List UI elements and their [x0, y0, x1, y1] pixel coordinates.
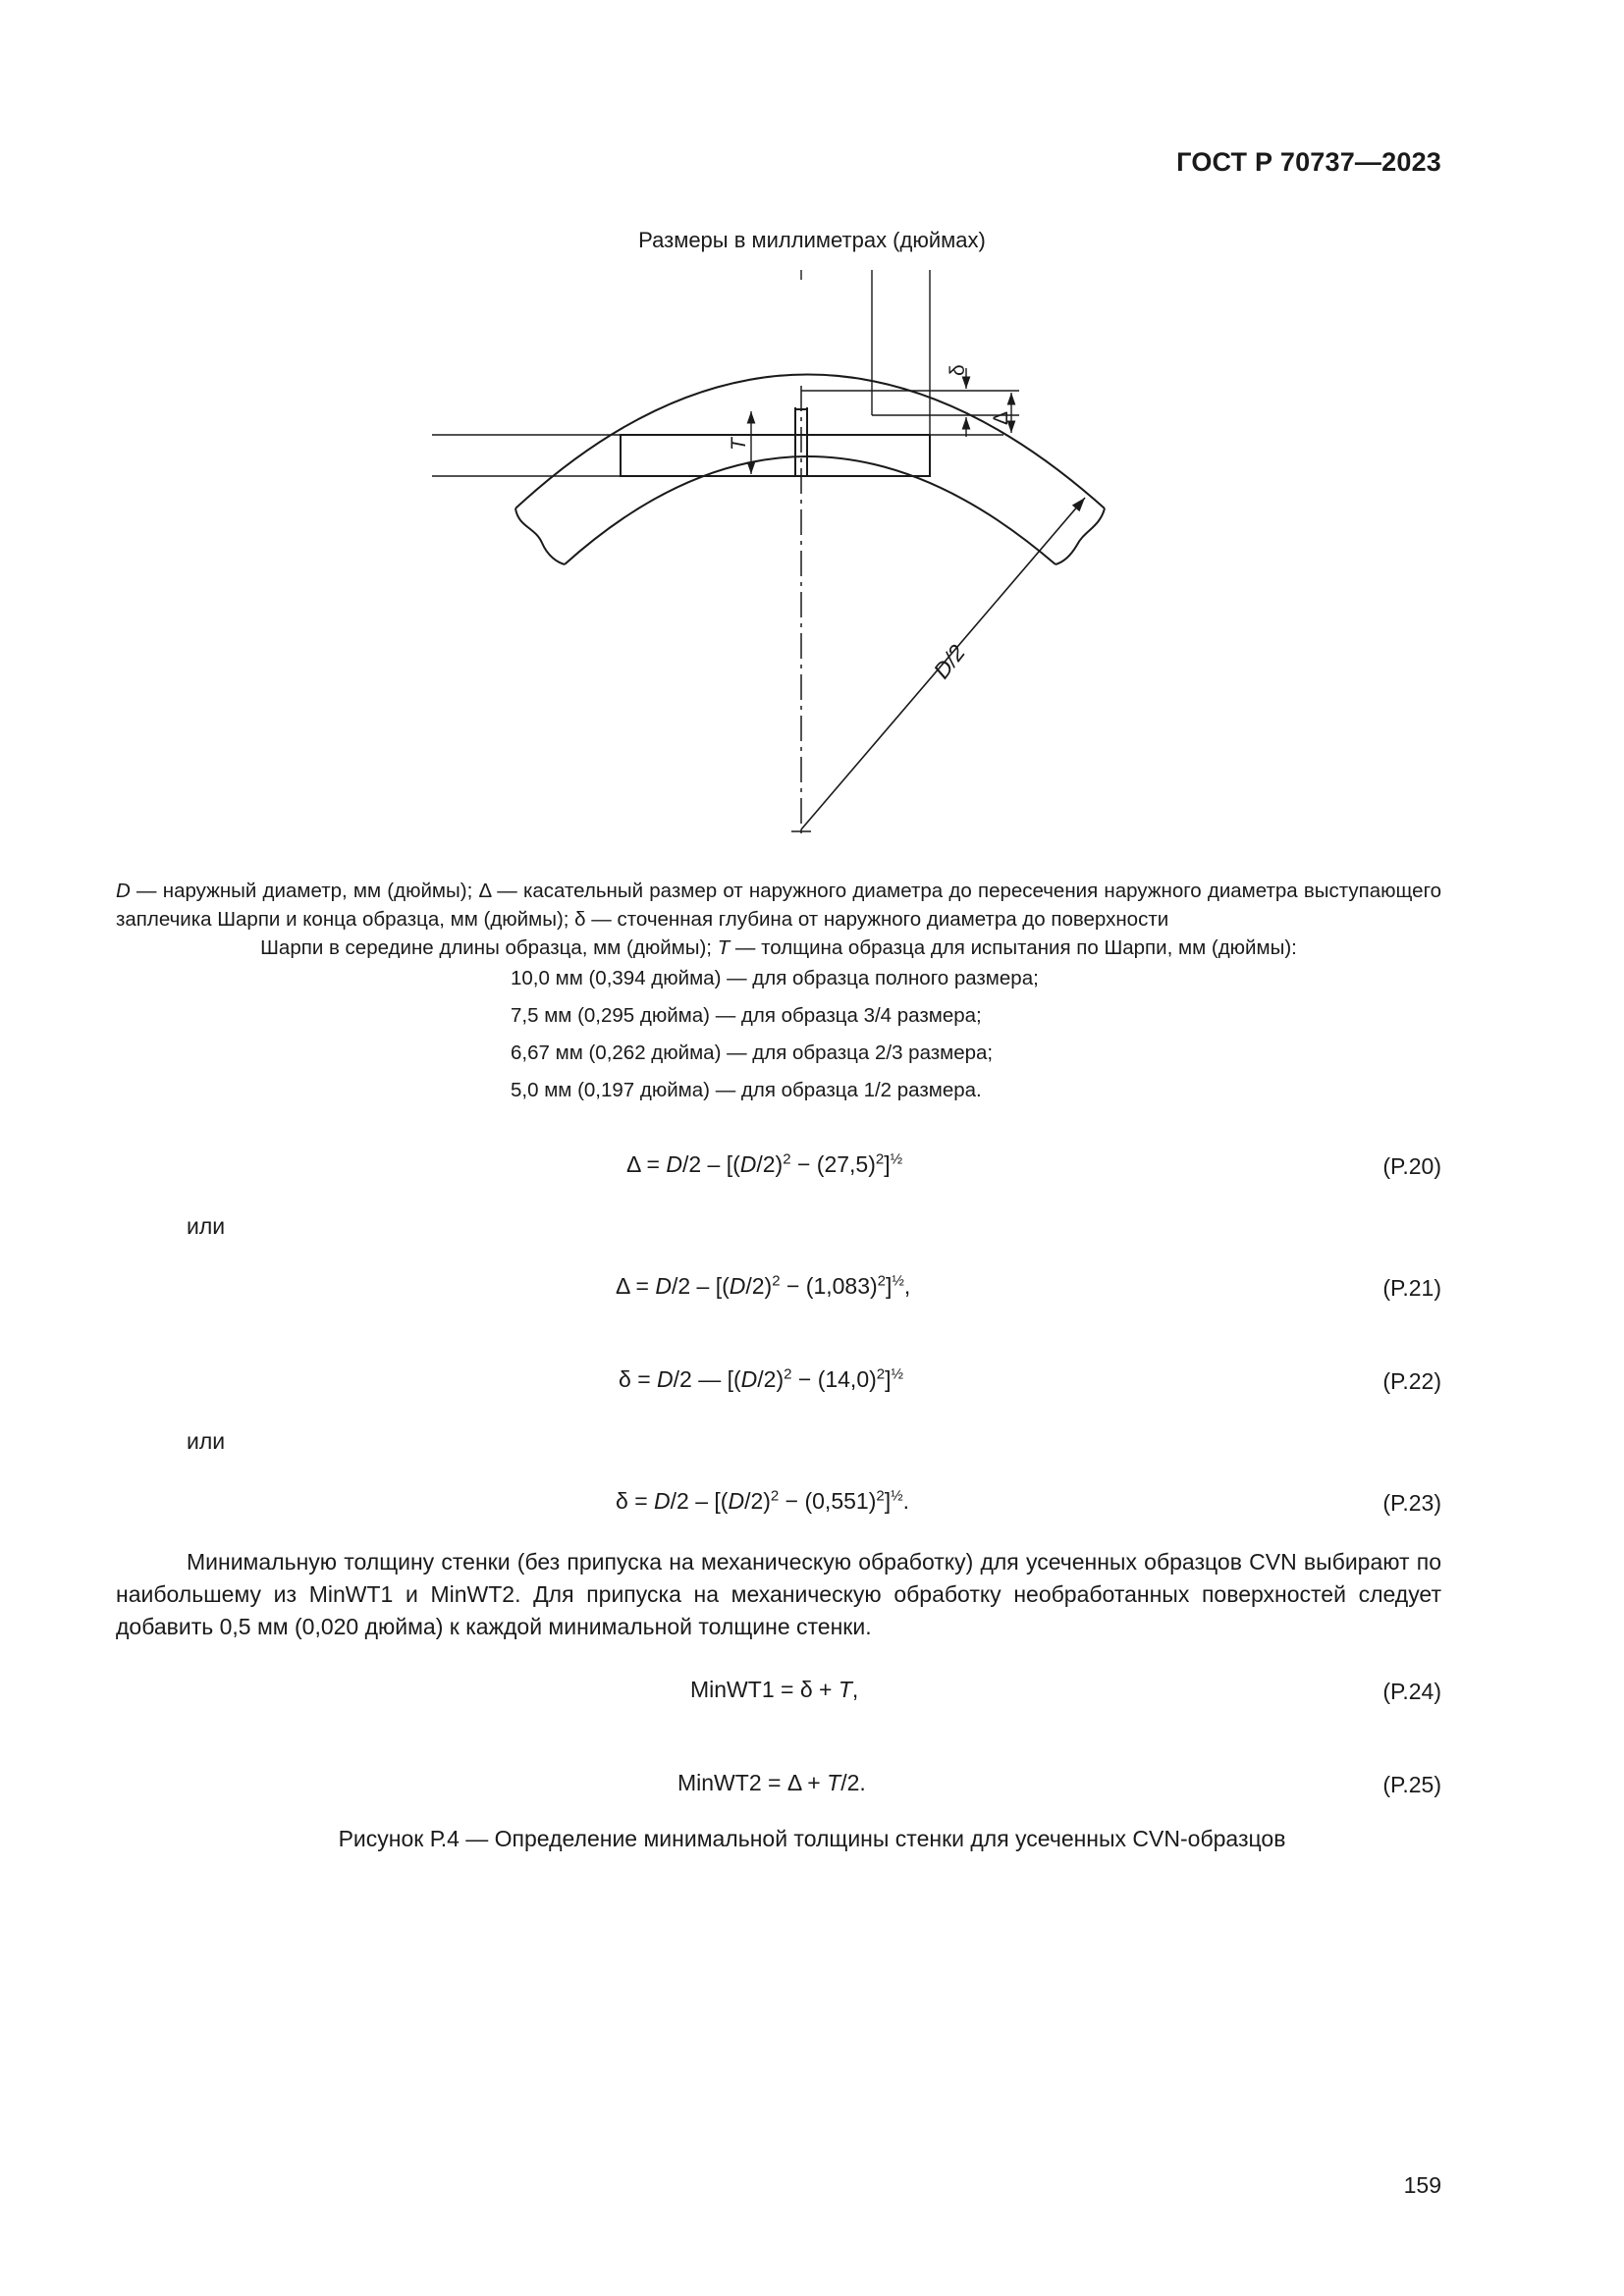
body-paragraph: Минимальную толщину стенки (без припуска на механическую обработку) для усеченных образцов CVN выбирают по наибольшему из MinWT1 и MinWT2. Для припуска на механическую обработку необработанных поверхностей следует добавить 0,5 мм (0,020 дюйма) к каждой минимальной толщине стенки.: [116, 1549, 1441, 1639]
equation-number: (P.22): [1382, 1368, 1441, 1394]
list-item: 5,0 мм (0,197 дюйма) — для образца 1/2 размера.: [511, 1079, 982, 1101]
equation-p20: $\Delta = D/2 - [(D/2)^2 - (27,5)^2]^{\frac{1}{2}}$: [626, 1150, 903, 1177]
specimen-rect: [621, 435, 930, 476]
list-item: 6,67 мм (0,262 дюйма) — для образца 2/3 размера;: [511, 1041, 994, 1064]
legend-part2: Шарпи в середине длины образца, мм (дюймы); T — толщина образца для испытания по Шарпи, мм (дюймы):: [260, 936, 1297, 959]
pipe-break-left: [515, 508, 565, 564]
equation-number: (P.20): [1382, 1153, 1441, 1179]
figure-legend: [116, 877, 1441, 962]
equation-number: (P.23): [1382, 1490, 1441, 1516]
page-number: 159: [1403, 2172, 1441, 2198]
pipe-break-right: [1056, 508, 1105, 564]
or-word: или: [187, 1428, 226, 1454]
equation-number: (P.25): [1382, 1772, 1441, 1797]
figure-diagram: [432, 270, 1139, 859]
list-item: 7,5 мм (0,295 дюйма) — для образца 3/4 размера;: [511, 1004, 982, 1027]
delta-small-label: δ: [947, 364, 969, 376]
pipe-inner-arc: [565, 456, 1056, 564]
units-caption: Размеры в миллиметрах (дюймах): [638, 228, 986, 252]
equation-p22: δ = D/2 — $[(D/2)^2 - (14,0)^2]^{\frac{1}{2}}$: [619, 1365, 904, 1392]
radius-label: D/2: [928, 639, 970, 684]
equation-p25: MinWT2 = Δ + T/2.: [677, 1770, 866, 1795]
equation-number: (P.21): [1382, 1275, 1441, 1301]
or-word: или: [187, 1213, 226, 1239]
standard-header: ГОСТ Р 70737—2023: [1176, 147, 1441, 177]
equation-p23: $\delta = D/2 - [(D/2)^2 - (0,551)^2]^{\frac{1}{2}}$.: [616, 1487, 909, 1514]
legend-part1: — наружный диаметр, мм (дюймы); Δ — касательный размер от наружного диаметра до пересечения наружного диаметра выступающего заплечика Шарпи и конца образца, мм (дюймы); δ — сточенная глубина от наружного диаметра до поверхности: [116, 880, 1441, 931]
figure-caption: Рисунок Р.4 — Определение минимальной толщины стенки для усеченных CVN-образцов: [338, 1826, 1286, 1851]
delta-large-label: Δ: [990, 410, 1012, 425]
list-item: 10,0 мм (0,394 дюйма) — для образца полного размера;: [511, 967, 1039, 989]
equation-p24: MinWT1 = δ + T,: [690, 1677, 859, 1702]
equation-p21: $\Delta = D/2 - [(D/2)^2 - (1,083)^2]^{\frac{1}{2}}$,: [616, 1272, 911, 1299]
legend-d-symbol: D: [116, 880, 131, 902]
t-label: T: [728, 438, 750, 451]
pipe-outer-arc: [515, 375, 1105, 509]
equation-number: (P.24): [1382, 1679, 1441, 1704]
